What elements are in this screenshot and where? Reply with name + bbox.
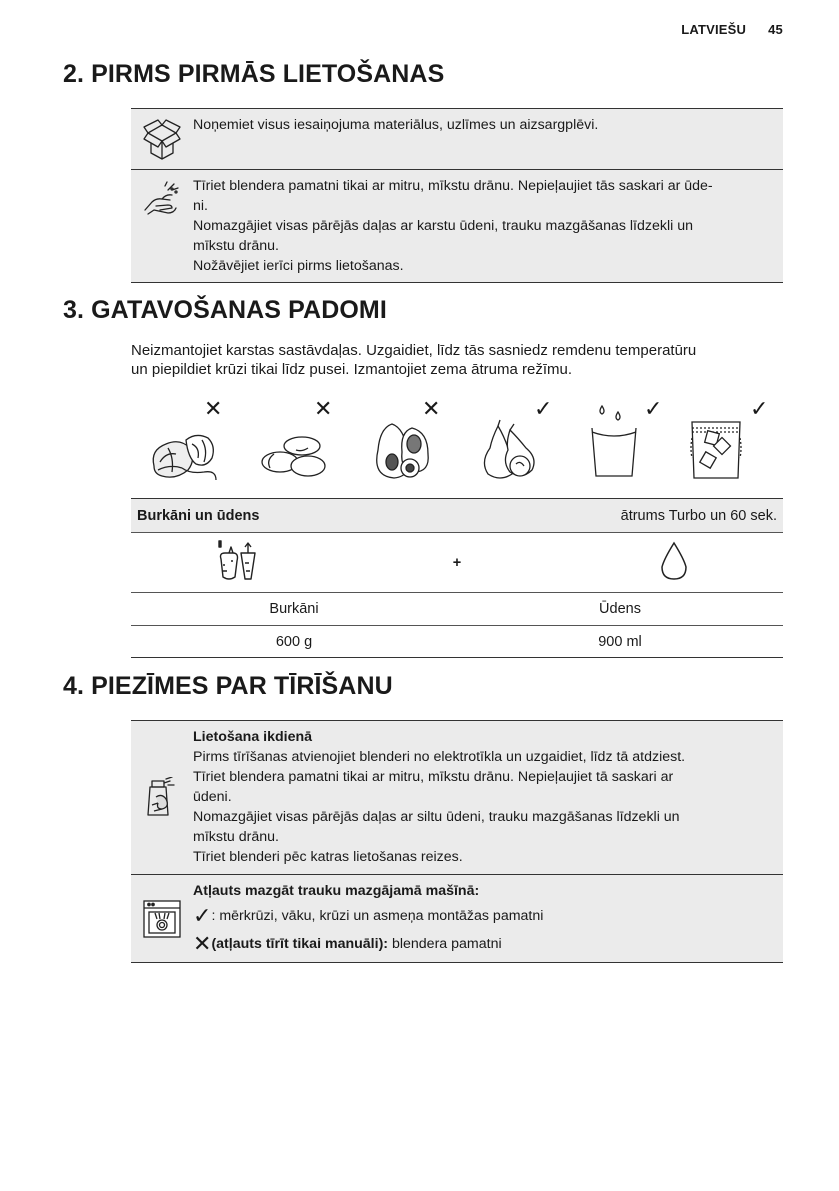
text-line: Nomazgājiet visas pārējās daļas ar siltu ūdeni, trauku mazgāšanas līdzekli un xyxy=(193,809,680,825)
hand-wash-only-label: (atļauts tīrīt tikai manuāli): xyxy=(211,936,389,952)
walnuts-icon xyxy=(140,392,240,482)
spray-cleaning-icon xyxy=(131,721,193,874)
first-use-box xyxy=(131,108,783,283)
first-use-text xyxy=(193,109,604,169)
text-line: Neizmantojiet karstas sastāvdaļas. Uzgaidiet, līdz tās sasniedz remdenu temperatūru xyxy=(131,342,697,359)
recipe-values-row xyxy=(131,626,783,658)
ingredient-amount: 900 ml xyxy=(598,633,642,650)
text-line: ūdeni. xyxy=(193,789,232,805)
avocado-icon xyxy=(360,392,460,482)
ice-cubes-icon xyxy=(688,392,788,482)
recipe-table-header xyxy=(131,499,783,533)
recipe-names-row xyxy=(131,593,783,626)
first-use-row xyxy=(131,109,783,169)
dishwasher-row xyxy=(131,874,783,962)
text-line: ni. xyxy=(193,198,208,214)
water-drop-icon xyxy=(566,539,783,587)
dishwasher-safe-text: : mērkrūzi, vāku, krūzi un asmeņa montāžas pamatni xyxy=(211,908,544,924)
daily-use-title: Lietošana ikdienā xyxy=(193,729,313,745)
page-number: 45 xyxy=(768,22,783,37)
cross-mark: ✕ xyxy=(193,931,212,956)
check-mark: ✓ xyxy=(193,903,212,928)
check-mark: ✓ xyxy=(644,396,663,421)
ingredient-amount: 600 g xyxy=(275,633,313,650)
first-use-row xyxy=(131,169,783,282)
recipe-title: Burkāni un ūdens xyxy=(137,507,260,524)
check-mark: ✓ xyxy=(750,396,769,421)
dishwasher-icon xyxy=(131,875,193,962)
first-use-text xyxy=(193,170,719,282)
text-line: un piepildiet krūzi tikai līdz pusei. Izmantojiet zema ātruma režīmu. xyxy=(131,361,573,378)
header-language: LATVIEŠU xyxy=(681,22,747,37)
recipe-icons-row xyxy=(131,533,783,593)
text-line: mīkstu drānu. xyxy=(193,238,279,254)
daily-use-row xyxy=(131,721,783,874)
cross-mark: ✕ xyxy=(314,396,333,421)
ingredient-name: Ūdens xyxy=(599,601,641,617)
page-header xyxy=(681,22,783,37)
packaging-box-icon xyxy=(131,109,193,169)
section-title-cleaning: 4. PIEZĪMES PAR TĪRĪŠANU xyxy=(63,672,393,700)
daily-use-text xyxy=(193,721,691,874)
pear-icon xyxy=(470,392,570,482)
text-line: Pirms tīrīšanas atvienojiet blenderi no elektrotīkla un uzgaidiet, līdz tā atdziest. xyxy=(193,749,686,765)
hand-cloth-icon xyxy=(131,170,193,282)
section-title-first-use: 2. PIRMS PIRMĀS LIETOŠANAS xyxy=(63,60,445,88)
carrots-icon xyxy=(131,539,348,587)
dishwasher-text xyxy=(193,875,549,962)
plus-sign: + xyxy=(452,554,462,571)
text-line: Tīriet blendera pamatni tikai ar mitru, mīkstu drānu. Nepieļaujiet tās saskari ar ūde- xyxy=(193,178,713,194)
ingredient-name: Burkāni xyxy=(269,601,319,617)
text-line: mīkstu drānu. xyxy=(193,829,279,845)
cross-mark: ✕ xyxy=(422,396,441,421)
text-line: Tīriet blenderi pēc katras lietošanas reizes. xyxy=(193,849,463,865)
beans-icon xyxy=(250,392,350,482)
dishwasher-title: Atļauts mazgāt trauku mazgājamā mašīnā: xyxy=(193,883,480,899)
check-mark: ✓ xyxy=(534,396,553,421)
text-line: Tīriet blendera pamatni tikai ar mitru, mīkstu drānu. Nepieļaujiet tā saskari ar xyxy=(193,769,674,785)
recipe-speed: ātrums Turbo un 60 sek. xyxy=(620,507,777,524)
text-line: Nožāvējiet ierīci pirms lietošanas. xyxy=(193,258,404,274)
ingredient-suitability-row xyxy=(140,392,780,482)
cleaning-box xyxy=(131,720,783,963)
cooking-tips-intro xyxy=(131,341,791,379)
text-line: Noņemiet visus iesaiņojuma materiālus, uzlīmes un aizsargplēvi. xyxy=(193,117,599,133)
text-line: Nomazgājiet visas pārējās daļas ar karstu ūdeni, trauku mazgāšanas līdzekli un xyxy=(193,218,693,234)
glass-water-icon xyxy=(580,392,680,482)
hand-wash-only-text: blendera pamatni xyxy=(388,936,502,952)
recipe-table xyxy=(131,498,783,658)
section-title-cooking-tips: 3. GATAVOŠANAS PADOMI xyxy=(63,296,387,324)
cross-mark: ✕ xyxy=(204,396,223,421)
